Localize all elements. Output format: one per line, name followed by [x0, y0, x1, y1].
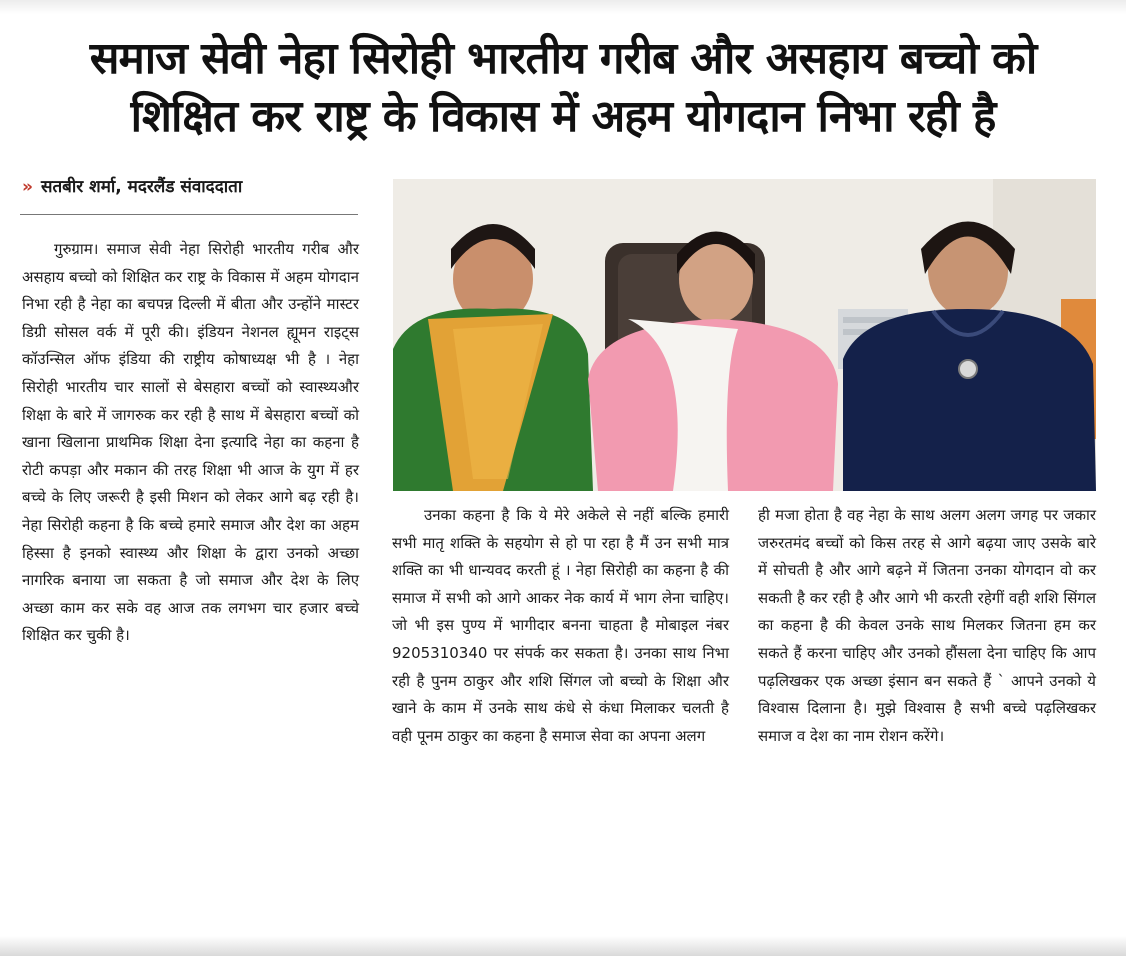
- next-article-strip: [0, 936, 1126, 956]
- byline-divider: [20, 214, 358, 215]
- article-column-1: [22, 236, 359, 650]
- article-column-2: [392, 502, 729, 750]
- photo-three-women-illustration: [393, 179, 1096, 491]
- article-photo: [393, 179, 1096, 491]
- byline: [22, 174, 357, 197]
- headline-line-2: शिक्षित कर राष्ट्र के विकास में अहम योगदान निभा रही है: [130, 91, 996, 142]
- column-2-text: उनका कहना है कि ये मेरे अकेले से नहीं बल्कि हमारी सभी मातृ शक्ति के सहयोग से हो पा रहा है मैं उन सभी मात्र शक्ति का भी धान्यवद करती हूं । नेहा सिरोही का कहना है की समाज में सभी को आगे आकर नेक कार्य में भाग लेना चाहिए। जो भी इस पुण्य में भागीदार बनना चाहता है मोबाइल नंबर 9205310340 पर संपर्क कर सकता है। उनका साथ निभा रही है पुनम ठाकुर और शशि सिंगल जो बच्चो के शिक्षा और खाने के काम में उनके साथ कंधे से कंधा मिलाकर चलती है वही पूनम ठाकुर का कहना है समाज सेवा का अपना अलग: [392, 506, 729, 745]
- column-1-text: गुरुग्राम। समाज सेवी नेहा सिरोही भारतीय गरीब और असहाय बच्चो को शिक्षित कर राष्ट्र के विकास में अहम योगदान निभा रही है नेहा का बचपन्न दिल्ली में बीता और उन्होंने मास्टर डिग्री सोसल वर्क में पूरी की। इंडियन नेशनल ह्यूमन राइट्स कॉउन्सिल ऑफ इंडिया की राष्ट्रीय कोषाध्यक्ष भी है । नेहा सिरोही भारतीय चार सालों से बेसहारा बच्चों को स्वास्थ्यऔर शिक्षा के बारे में जागरुक कर रही है साथ में बेसहारा बच्चों को खाना खिलाना प्राथमिक शिक्षा देना इत्यादि नेहा का कहना है रोटी कपड़ा और मकान की तरह शिक्षा भी आज के युग में हर बच्चे के लिए जरूरी है इसी मिशन को लेकर आगे बढ़ रही है। नेहा सिरोही कहना है कि बच्चे हमारे समाज और देश का अहम हिस्सा है इनको स्वास्थ्य और शिक्षा के द्वारा उनको अच्छा नागरिक बनाया जा सकता है जो समाज और देश के लिए अच्छा काम कर सके वह आज तक लगभग चार हजार बच्चे शिक्षित कर चुकी है।: [22, 240, 359, 645]
- headline-line-1: समाज सेवी नेहा सिरोही भारतीय गरीब और असहाय बच्चो को: [89, 33, 1037, 84]
- byline-arrow-icon: »: [22, 177, 33, 197]
- column-3-text: ही मजा होता है वह नेहा के साथ अलग अलग जगह पर जकार जरुरतमंद बच्चों को किस तरह से आगे बढ़या जाए उसके बारे में सोचती है और आगे बढ़ने में जितना उनका योगदान वो कर सकती है कर रही है और आगे भी करती रहेगीं वही शशि सिंगल का कहना है की केवल उनके साथ मिलकर जितना हम कर सकते हैं करना चाहिए और उनको हौंसला देना चाहिए कि आप पढ़लिखकर एक अच्छा इंसान बन सकते हैं ` आपने उनको ये विश्वास दिलाना है। मुझे विश्वास है सभी बच्चे पढ़लिखकर समाज व देश का नाम रोशन करेंगे।: [758, 506, 1096, 745]
- headline: [0, 30, 1126, 146]
- previous-article-strip: [0, 0, 1126, 14]
- byline-text: सतबीर शर्मा, मदरलैंड संवाददाता: [40, 177, 243, 197]
- article-column-3: [758, 502, 1096, 750]
